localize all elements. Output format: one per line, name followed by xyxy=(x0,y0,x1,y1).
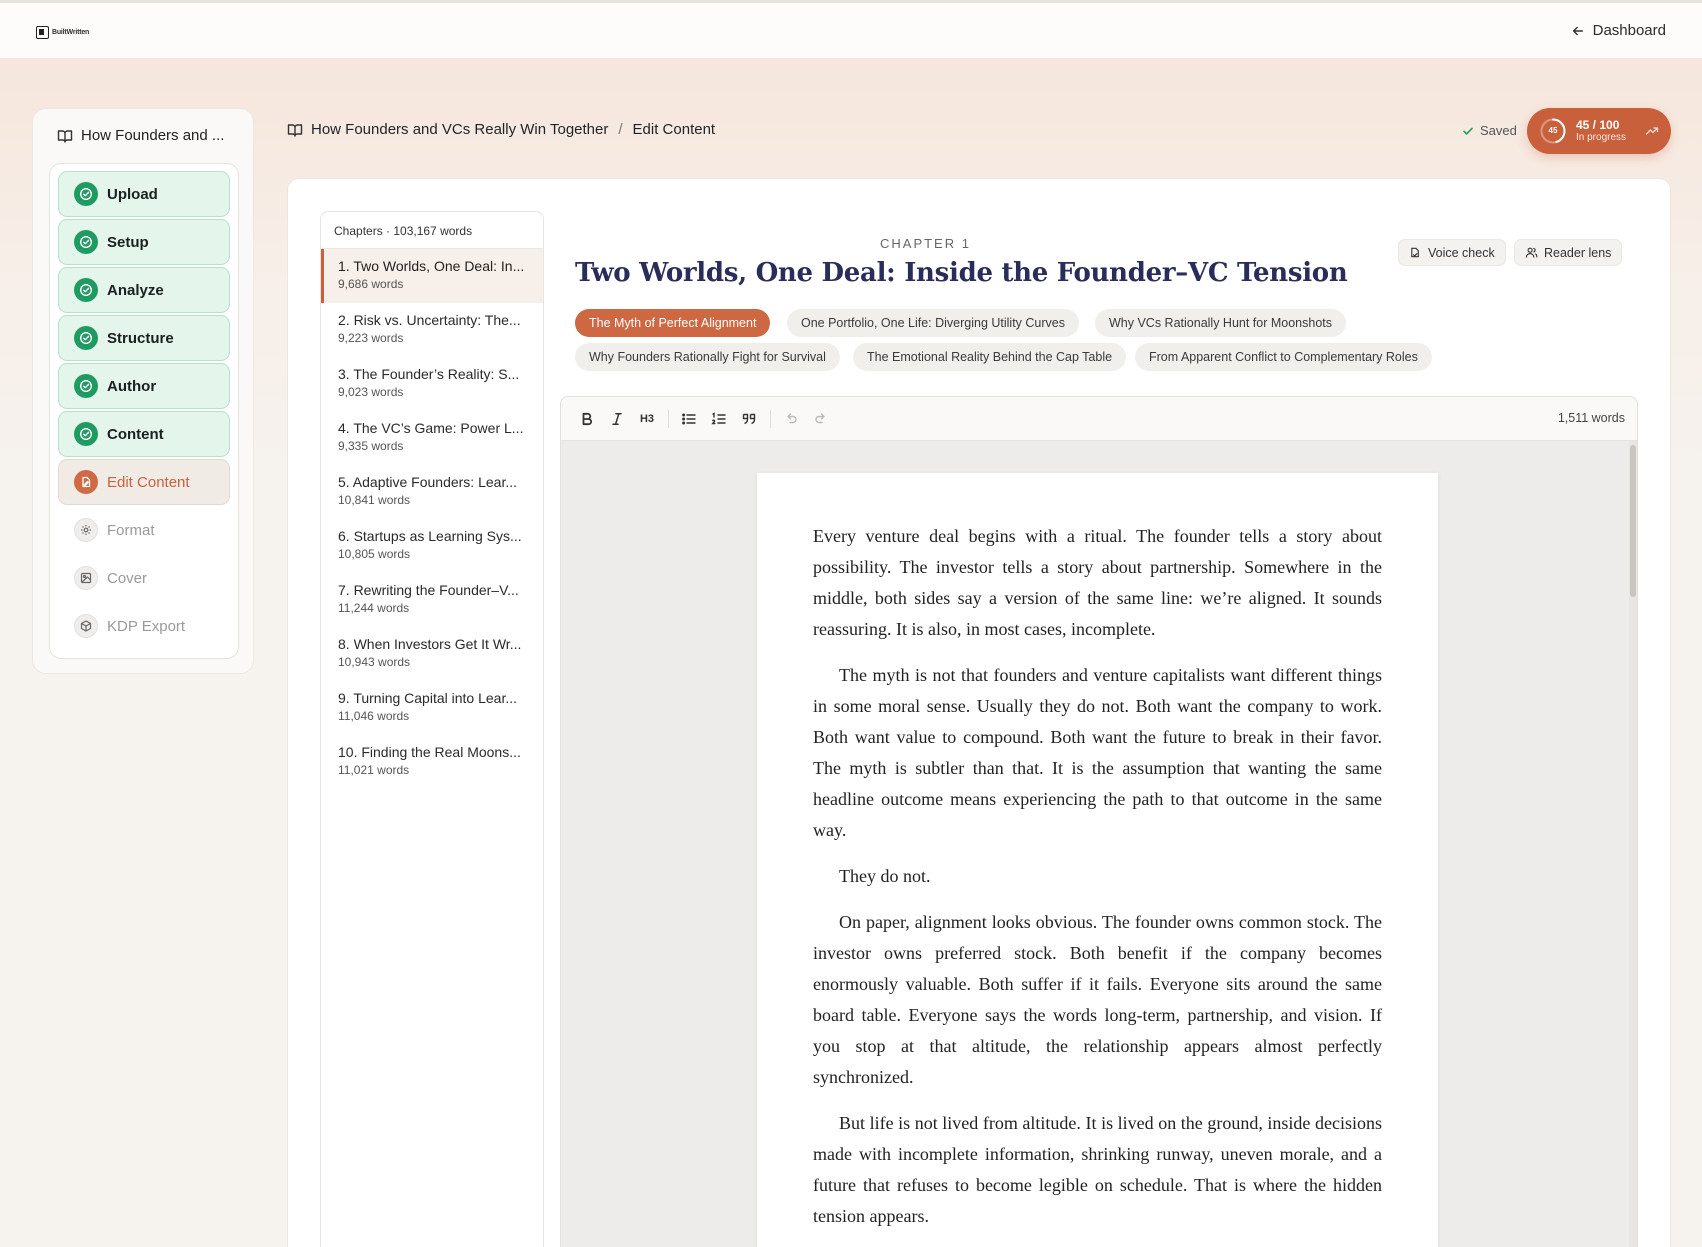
bold-button[interactable] xyxy=(577,409,597,429)
image-icon xyxy=(74,566,98,590)
score-text xyxy=(1576,119,1626,144)
step-label: Edit Content xyxy=(107,473,190,491)
chapter-item[interactable] xyxy=(321,735,543,789)
step-label: Setup xyxy=(107,233,149,251)
editor-toolbar xyxy=(561,397,1637,441)
chapter-title: 2. Risk vs. Uncertainty: The... xyxy=(338,312,521,328)
check-circle-icon xyxy=(74,326,98,350)
chapter-words: 9,023 words xyxy=(338,385,404,399)
score-ring xyxy=(1539,117,1567,145)
voice-check-icon xyxy=(1409,246,1422,259)
chapter-item[interactable] xyxy=(321,357,543,411)
logo-text: BuiltWritten xyxy=(52,29,90,36)
gear-icon xyxy=(74,518,98,542)
paragraph[interactable]: Every venture deal begins with a ritual. The founder tells a story about possibility. The investor tells a story about partnership. Somewhere in the middle, both sides say a version of the same line: we’re aligned. It sounds reassuring. It is also, in most cases, incomplete. xyxy=(813,526,1382,639)
toolbar-divider xyxy=(770,410,771,428)
sidebar-book-title-text: How Founders and ... xyxy=(81,127,225,144)
check-circle-icon xyxy=(74,422,98,446)
edit-file-icon xyxy=(74,470,98,494)
step-label: Format xyxy=(107,521,155,539)
chapter-list xyxy=(320,211,544,1247)
chapter-title: 3. The Founder’s Reality: S... xyxy=(338,366,520,382)
chapter-title: 6. Startups as Learning Sys... xyxy=(338,528,522,544)
sidebar xyxy=(32,108,254,674)
chapter-title: 1. Two Worlds, One Deal: In... xyxy=(338,258,525,274)
paragraph[interactable]: They do not. xyxy=(839,866,931,886)
chapter-item[interactable] xyxy=(321,465,543,519)
quote-icon xyxy=(741,411,757,427)
package-icon xyxy=(74,614,98,638)
chapter-title: 4. The VC’s Game: Power L... xyxy=(338,420,524,436)
score-ring-value: 45 xyxy=(1548,126,1558,135)
step-edit-content[interactable] xyxy=(58,459,230,505)
undo-icon xyxy=(783,411,799,427)
chapter-number-label: CHAPTER 1 xyxy=(880,236,971,251)
check-icon xyxy=(1462,125,1474,137)
bullet-list-button[interactable] xyxy=(679,409,699,429)
saved-label: Saved xyxy=(1480,123,1517,138)
step-structure[interactable] xyxy=(58,315,230,361)
chapter-words: 10,805 words xyxy=(338,547,411,561)
chapter-item[interactable] xyxy=(321,411,543,465)
chapter-words: 10,841 words xyxy=(338,493,411,507)
breadcrumb-current: Edit Content xyxy=(632,121,716,138)
paragraph[interactable]: The myth is not that founders and venture capitalists want different things in some moral sense. Usually they do not. Both want the company to work. Both want value to compound. Both want the future to break in their favor. The myth is subtler than that. It is the assumption that wanting the same headline outcome means experiencing the path to that outcome in the same way. xyxy=(813,665,1382,840)
step-author[interactable] xyxy=(58,363,230,409)
chapter-item[interactable] xyxy=(321,303,543,357)
editor-word-count: 1,511 words xyxy=(1557,411,1625,425)
section-tag[interactable]: From Apparent Conflict to Complementary Roles xyxy=(1135,343,1432,371)
chapter-words: 9,686 words xyxy=(338,277,404,291)
toolbar-divider xyxy=(668,410,669,428)
voice-check-button[interactable] xyxy=(1398,239,1506,266)
arrow-left-icon xyxy=(1571,24,1585,38)
voice-check-label: Voice check xyxy=(1428,245,1495,260)
bold-icon xyxy=(579,411,595,427)
chapter-words: 11,046 words xyxy=(338,709,410,723)
heading-button[interactable] xyxy=(637,409,657,429)
chapter-title: 5. Adaptive Founders: Lear... xyxy=(338,474,518,490)
step-kdp-export[interactable] xyxy=(58,603,230,649)
reader-lens-label: Reader lens xyxy=(1544,245,1612,260)
check-circle-icon xyxy=(74,374,98,398)
heading-label: H3 xyxy=(639,413,655,425)
check-circle-icon xyxy=(74,278,98,302)
dashboard-link[interactable] xyxy=(1571,22,1666,39)
italic-icon xyxy=(609,411,625,427)
blockquote-button[interactable] xyxy=(739,409,759,429)
section-tag[interactable]: The Myth of Perfect Alignment xyxy=(575,309,770,337)
step-upload[interactable] xyxy=(58,171,230,217)
section-tag[interactable]: Why VCs Rationally Hunt for Moonshots xyxy=(1095,309,1346,337)
editor-scrollbar-thumb[interactable] xyxy=(1630,445,1636,597)
step-label: Structure xyxy=(107,329,174,347)
document-page[interactable] xyxy=(757,473,1438,1247)
chapter-item[interactable] xyxy=(321,681,543,735)
save-status xyxy=(1462,123,1517,138)
step-label: Upload xyxy=(107,185,158,203)
paragraph[interactable]: On paper, alignment looks obvious. The founder owns common stock. The investor owns preferred stock. Both benefit if the company becomes enormously valuable. Both suffer if it fails. Everyone sits around the same board table. Everyone says the words long-term, partnership, and vision. If you stop at that altitude, the relationship appears almost perfectly synchronized. xyxy=(813,912,1382,1087)
redo-button[interactable] xyxy=(811,409,831,429)
step-label: Author xyxy=(107,377,157,395)
chapter-words: 11,244 words xyxy=(338,601,410,615)
chapter-item[interactable] xyxy=(321,627,543,681)
section-tag[interactable]: One Portfolio, One Life: Diverging Utility Curves xyxy=(787,309,1079,337)
score-status: In progress xyxy=(1576,131,1627,143)
chapter-item[interactable] xyxy=(321,573,543,627)
logo-icon xyxy=(36,26,49,39)
italic-button[interactable] xyxy=(607,409,627,429)
sidebar-book-title xyxy=(57,127,224,144)
chapter-title: 8. When Investors Get It Wr... xyxy=(338,636,522,652)
chapter-words: 9,223 words xyxy=(338,331,404,345)
step-label: Cover xyxy=(107,569,148,587)
step-analyze[interactable] xyxy=(58,267,230,313)
workflow-steps xyxy=(49,163,239,659)
check-circle-icon xyxy=(74,182,98,206)
book-icon xyxy=(287,122,303,138)
breadcrumb-separator: / xyxy=(618,121,623,138)
book-icon xyxy=(57,128,73,144)
score-value: 45 / 100 xyxy=(1576,117,1620,132)
numbered-list-icon xyxy=(711,411,727,427)
paragraph[interactable]: But life is not lived from altitude. It is lived on the ground, inside decisions made with incomplete information, shrinking runway, uneven morale, and a future that refuses to become legible on schedule. That is where the hidden tension appears. xyxy=(813,1113,1382,1226)
chapter-words: 11,021 words xyxy=(338,763,410,777)
top-bar xyxy=(0,0,1702,59)
trending-up-icon xyxy=(1645,124,1659,138)
step-format[interactable] xyxy=(58,507,230,553)
numbered-list-button[interactable] xyxy=(709,409,729,429)
chapter-words: 9,335 words xyxy=(338,439,404,453)
dashboard-label: Dashboard xyxy=(1592,22,1666,39)
users-icon xyxy=(1525,246,1538,259)
step-content[interactable] xyxy=(58,411,230,457)
breadcrumb xyxy=(287,121,715,138)
bullet-list-icon xyxy=(681,411,697,427)
quality-score-badge[interactable] xyxy=(1527,108,1671,154)
rich-text-editor xyxy=(560,396,1638,1247)
chapter-words: 10,943 words xyxy=(338,655,411,669)
redo-icon xyxy=(813,411,829,427)
check-circle-icon xyxy=(74,230,98,254)
step-label: Analyze xyxy=(107,281,164,299)
chapter-title: 9. Turning Capital into Lear... xyxy=(338,690,517,706)
chapter-title: 10. Finding the Real Moons... xyxy=(338,744,521,760)
chapter-item[interactable] xyxy=(321,519,543,573)
chapter-heading: Two Worlds, One Deal: Inside the Founder–VC Tension xyxy=(575,258,1348,288)
step-label: KDP Export xyxy=(107,617,186,635)
chapter-item[interactable] xyxy=(321,249,543,303)
section-tag[interactable]: Why Founders Rationally Fight for Survival xyxy=(575,343,840,371)
step-setup[interactable] xyxy=(58,219,230,265)
step-cover[interactable] xyxy=(58,555,230,601)
reader-lens-button[interactable] xyxy=(1514,239,1622,266)
step-label: Content xyxy=(107,425,164,443)
chapter-list-header: Chapters · 103,167 words xyxy=(321,212,543,249)
app-logo[interactable] xyxy=(36,26,89,39)
chapter-title: 7. Rewriting the Founder–V... xyxy=(338,582,519,598)
section-tag[interactable]: The Emotional Reality Behind the Cap Table xyxy=(853,343,1126,371)
breadcrumb-book[interactable]: How Founders and VCs Really Win Together xyxy=(311,121,609,138)
undo-button[interactable] xyxy=(781,409,801,429)
